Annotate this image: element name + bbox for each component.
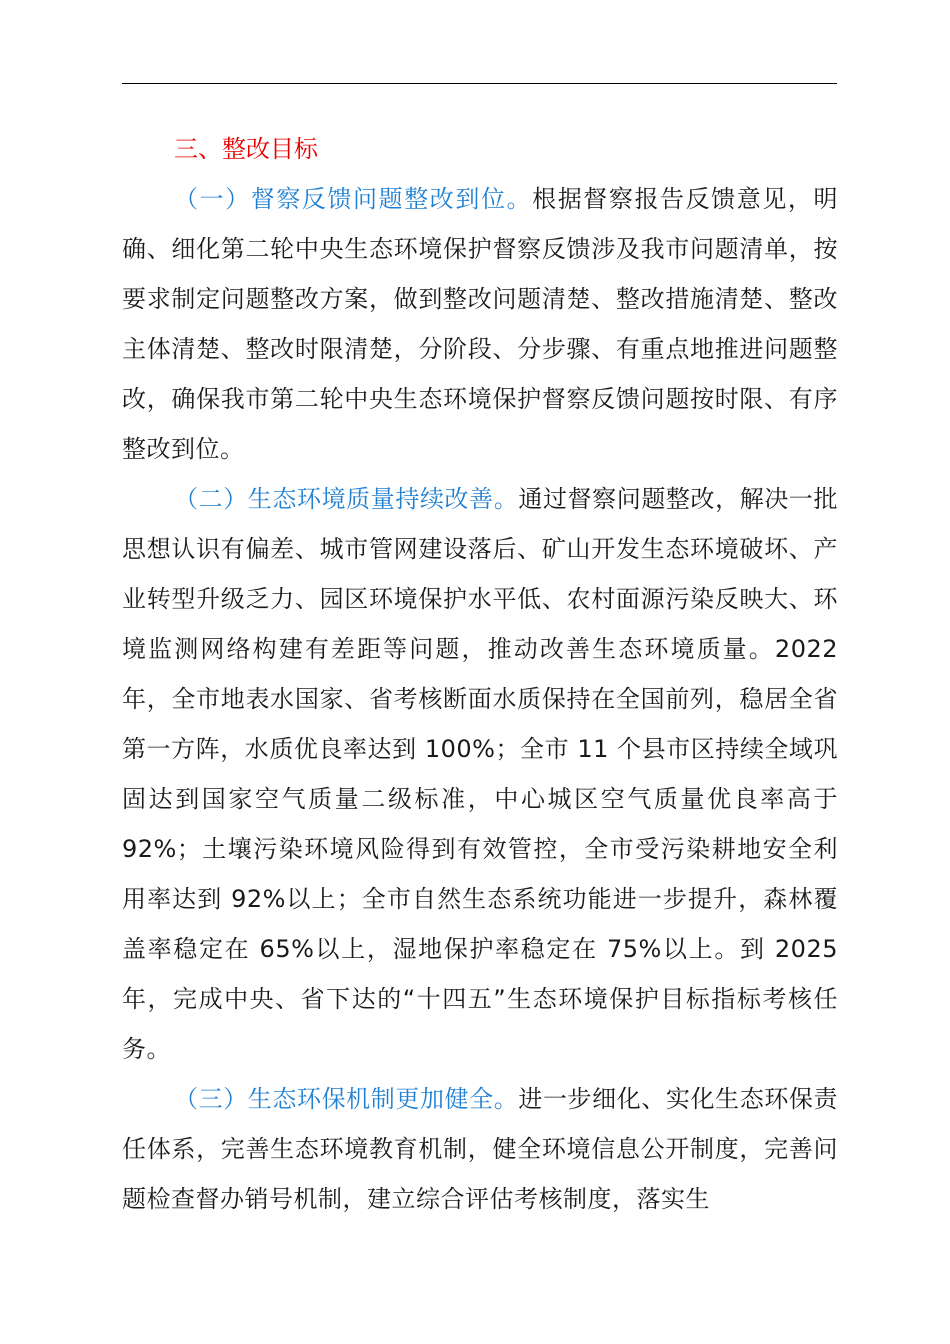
paragraph-1-body: 根据督察报告反馈意见，明确、细化第二轮中央生态环境保护督察反馈涉及我市问题清单，按要求制定问题整改方案，做到整改问题清楚、整改措施清楚、整改主体清楚、整改时限清楚，分阶段、分步骤、有重点地推进问题整改，确保我市第二轮中央生态环境保护督察反馈问题按时限、有序整改到位。 xyxy=(122,185,839,463)
section-heading: 三、整改目标 xyxy=(174,135,318,163)
header-rule xyxy=(122,83,837,84)
paragraph-2-body: 通过督察问题整改，解决一批思想认识有偏差、城市管网建设落后、矿山开发生态环境破坏、产业转型升级乏力、园区环境保护水平低、农村面源污染反映大、环境监测网络构建有差距等问题，推动改善生态环境质量。2022 年，全市地表水国家、省考核断面水质保持在全国前列，稳居全省第一方阵，水质优良率达到 100%；全市 11 个县市区持续全域巩固达到国家空气质量二级标准，中心城区空气质量优良率高于 92%；土壤污染环境风险得到有效管控，全市受污染耕地安全利用率达到 92%以上；全市自然生态系统功能进一步提升，森林覆盖率稳定在 65%以上，湿地保护率稳定在 75%以上。到 2025 年，完成中央、省下达的“十四五”生态环境保护目标指标考核任务。 xyxy=(122,485,839,1063)
paragraph-3 xyxy=(122,1074,838,1224)
paragraph-3-body: 进一步细化、实化生态环保责任体系，完善生态环境教育机制，健全环境信息公开制度，完善问题检查督办销号机制，建立综合评估考核制度，落实生 xyxy=(122,1085,839,1213)
paragraph-1 xyxy=(122,174,838,474)
document-body xyxy=(122,124,838,1224)
paragraph-3-lead: （三）生态环保机制更加健全。 xyxy=(174,1085,519,1113)
paragraph-2-lead: （二）生态环境质量持续改善。 xyxy=(174,485,519,513)
paragraph-2 xyxy=(122,474,838,1074)
paragraph-1-lead: （一）督察反馈问题整改到位。 xyxy=(174,185,533,213)
